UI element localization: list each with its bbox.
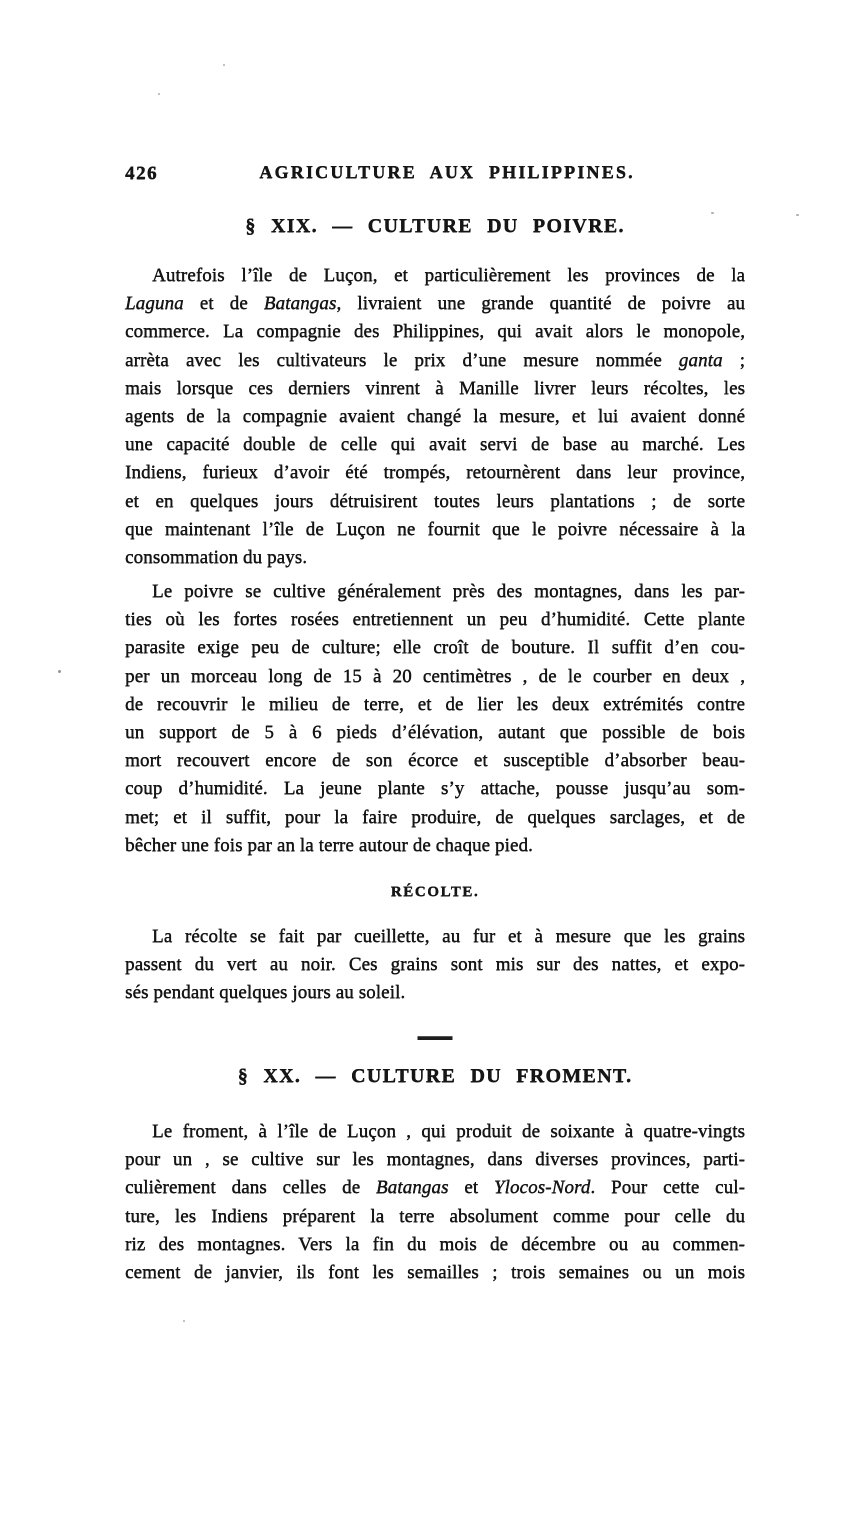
paragraph-recolte bbox=[125, 923, 745, 1008]
text-line: sés pendant quelques jours au soleil. bbox=[125, 982, 406, 1004]
text-line: met; et il suffit, pour la faire produire, de quelques sarclages, et de bbox=[125, 806, 745, 828]
recolte-heading: RÉCOLTE. bbox=[390, 884, 480, 900]
section-xx-title: § XX. — CULTURE DU FROMENT. bbox=[237, 1065, 633, 1087]
text-line: coup d’humidité. La jeune plante s’y attache, pousse jusqu’au som- bbox=[125, 778, 745, 800]
page-number: 426 bbox=[125, 163, 158, 184]
text-line: Autrefois l’île de Luçon, et particulièrement les provinces de la bbox=[152, 265, 745, 286]
text-line: culièrement dans celles de Batangas et Ylocos-Nord. Pour cette cul- bbox=[125, 1177, 745, 1199]
text-line: commerce. La compagnie des Philippines, qui avait alors le monopole, bbox=[125, 321, 745, 343]
paragraph-xix-1 bbox=[125, 262, 745, 572]
text-line: que maintenant l’île de Luçon ne fournit que le poivre nécessaire à la bbox=[125, 518, 745, 540]
scan-speck bbox=[796, 214, 799, 216]
text-line: riz des montagnes. Vers la fin du mois de décembre ou au commen- bbox=[125, 1233, 745, 1255]
scan-speck bbox=[58, 670, 61, 673]
text-line: ture, les Indiens préparent la terre absolument comme pour celle du bbox=[125, 1205, 745, 1227]
text-line: de recouvrir le milieu de terre, et de lier les deux extrémités contre bbox=[125, 693, 745, 715]
scan-speck bbox=[711, 212, 714, 214]
text-line: per un morceau long de 15 à 20 centimètres , de le courber en deux , bbox=[125, 665, 745, 687]
text-line: arrèta avec les cultivateurs le prix d’une mesure nommée ganta ; bbox=[125, 349, 745, 371]
text-line: et en quelques jours détruisirent toutes leurs plantations ; de sorte bbox=[125, 490, 745, 512]
section-xix-title: § XIX. — CULTURE DU POIVRE. bbox=[245, 215, 625, 237]
text-line: un support de 5 à 6 pieds d’élévation, autant que possible de bois bbox=[125, 721, 745, 743]
text-line: agents de la compagnie avaient changé la mesure, et lui avaient donné bbox=[125, 405, 745, 427]
page-header bbox=[125, 162, 745, 188]
paragraph-xix-2 bbox=[125, 578, 745, 860]
scan-speck bbox=[158, 93, 160, 95]
text-block bbox=[125, 0, 745, 1537]
running-title: AGRICULTURE AUX PHILIPPINES. bbox=[259, 162, 635, 182]
paragraph-xx-1 bbox=[125, 1118, 745, 1287]
text-line: mais lorsque ces derniers vinrent à Manille livrer leurs récoltes, les bbox=[125, 377, 745, 399]
scan-speck bbox=[183, 1320, 185, 1322]
text-line: Le poivre se cultive généralement près des montagnes, dans les par- bbox=[152, 581, 745, 602]
scan-speck bbox=[223, 64, 225, 66]
text-line: Le froment, à l’île de Luçon , qui produit de soixante à quatre-vingts bbox=[152, 1121, 745, 1142]
text-line: mort recouvert encore de son écorce et susceptible d’absorber beau- bbox=[125, 750, 745, 772]
text-line: Indiens, furieux d’avoir été trompés, retournèrent dans leur province, bbox=[125, 462, 745, 484]
text-line: cement de janvier, ils font les semailles ; trois semaines ou un mois bbox=[125, 1261, 745, 1283]
text-line: ties où les fortes rosées entretiennent un peu d’humidité. Cette plante bbox=[125, 609, 745, 631]
section-divider bbox=[418, 1036, 453, 1040]
text-line: une capacité double de celle qui avait servi de base au marché. Les bbox=[125, 434, 745, 456]
text-line: consommation du pays. bbox=[125, 546, 308, 568]
text-line: parasite exige peu de culture; elle croît de bouture. Il suffit d’en cou- bbox=[125, 637, 745, 659]
text-line: bêcher une fois par an la terre autour de chaque pied. bbox=[125, 834, 533, 856]
text-line: La récolte se fait par cueillette, au fur et à mesure que les grains bbox=[152, 926, 745, 947]
text-line: pour un , se cultive sur les montagnes, dans diverses provinces, parti- bbox=[125, 1149, 745, 1171]
text-line: passent du vert au noir. Ces grains sont mis sur des nattes, et expo- bbox=[125, 954, 745, 976]
text-line: Laguna et de Batangas, livraient une grande quantité de poivre au bbox=[125, 293, 745, 315]
